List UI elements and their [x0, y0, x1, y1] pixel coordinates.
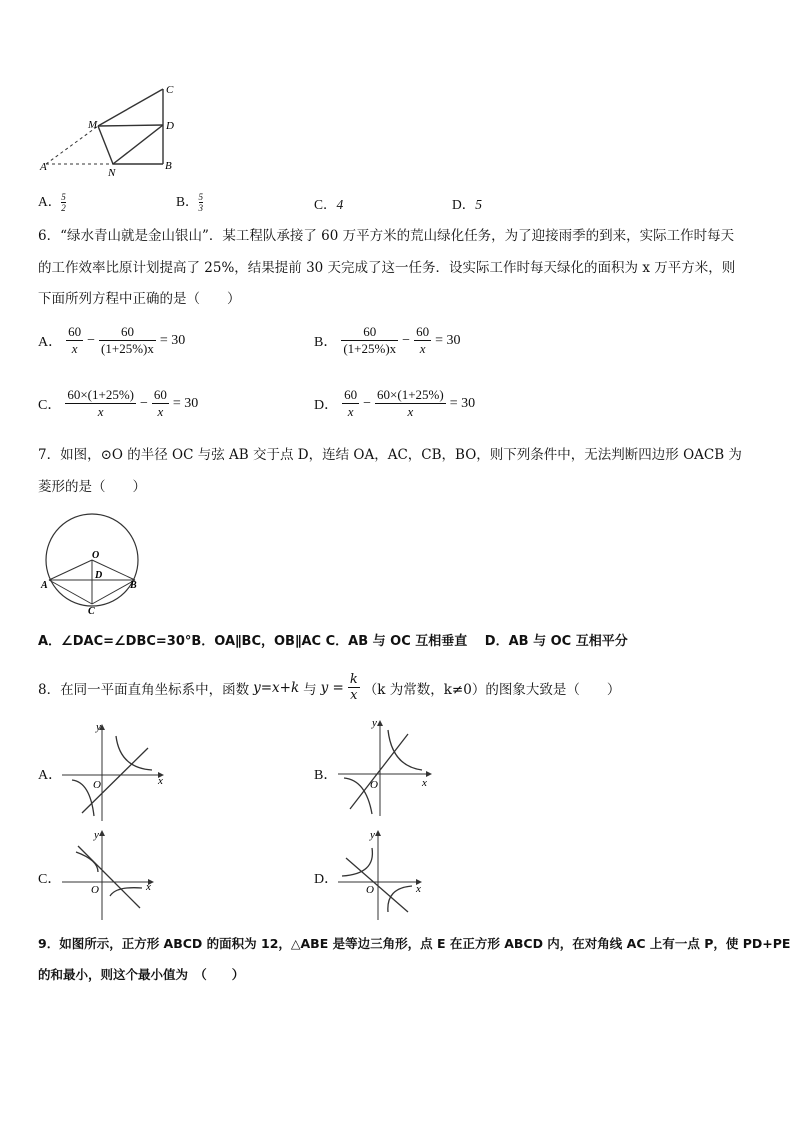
q6-b-frac-2: $\frac{60}{x}$ [416, 324, 430, 356]
label-a: A [41, 580, 48, 591]
q9-line-1: 9．如图所示，正方形 ABCD 的面积为 12，△ABE 是等边三角形，点 E 在正方形 ABCD 内，在对角线 AC 上有一点 P，使 PD+PE [38, 936, 791, 951]
q6-c-frac-2: $\frac{60}{x}$ [153, 387, 167, 419]
q5-a-fraction: $\frac{5}{2}$ [61, 192, 66, 214]
figure-mnbcd [38, 80, 188, 180]
q5-option-c[interactable]: C．4 [314, 197, 344, 212]
q6-option-c[interactable]: C． $\frac{60\times(1+25\%)}{x}$ − $\frac{60}{x}$ = 30 [38, 387, 199, 419]
label-m: M [88, 119, 98, 131]
q6-line-2: 的工作效率比原计划提高了 25%，结果提前 30 天完成了这一任务．设实际工作时每天绿化的面积为 x 万平方米，则 [38, 260, 736, 276]
q8-graph-b[interactable] [336, 714, 436, 819]
q8-k-over-x: $\frac{k}{x}$ [349, 672, 358, 703]
label-c: C [88, 606, 95, 617]
q8-option-b-label[interactable]: B． [314, 768, 338, 783]
q9-line-2: 的和最小，则这个最小值为 （ ） [38, 967, 245, 982]
q6-d-frac-1: $\frac{60}{x}$ [344, 387, 358, 419]
axis-x-label: x [422, 777, 427, 789]
axis-y-label: y [96, 721, 101, 733]
label-d: D [166, 120, 174, 132]
q6-b-frac-1: $\frac{60}{(1+25\%)x}$ [343, 324, 397, 356]
q6-c-frac-1: $\frac{60\times(1+25\%)}{x}$ [67, 387, 134, 419]
q7-line-2: 菱形的是（ ） [38, 479, 146, 495]
label-o: O [92, 550, 100, 561]
q8-graph-c[interactable] [60, 826, 160, 922]
q6-a-frac-1: $\frac{60}{x}$ [68, 324, 82, 356]
origin-label: O [93, 779, 101, 791]
q7-line-1: 7．如图，⊙O 的半径 OC 与弦 AB 交于点 D，连结 OA，AC，CB，BO，则下列条件中，无法判断四边形 OACB 为 [38, 447, 742, 463]
origin-label: O [370, 779, 378, 791]
origin-label: O [366, 884, 374, 896]
axis-y-label: y [94, 829, 99, 841]
q5-option-a[interactable]: A．$\frac{5}{2}$ [38, 192, 66, 214]
axis-x-label: x [158, 775, 163, 787]
label-b: B [130, 580, 137, 591]
label-b: B [165, 160, 172, 172]
axis-y-label: y [370, 829, 375, 841]
q6-line-1: 6．“绿水青山就是金山银山”．某工程队承接了 60 万平方米的荒山绿化任务，为了迎接雨季的到来，实际工作时每天 [38, 228, 735, 244]
q5-b-fraction: $\frac{5}{3}$ [198, 192, 204, 214]
q6-d-frac-2: $\frac{60\times(1+25\%)}{x}$ [377, 387, 444, 419]
q8-option-d-label[interactable]: D． [314, 872, 339, 887]
q6-option-b[interactable]: B． $\frac{60}{(1+25\%)x}$ − $\frac{60}{x}$ = 30 [314, 324, 461, 356]
label-d: D [95, 570, 103, 581]
q5-option-b[interactable]: B．$\frac{5}{3}$ [176, 192, 204, 214]
q6-line-3: 下面所列方程中正确的是（ ） [38, 291, 241, 307]
q8-stem: 8．在同一平面直角坐标系中，函数 y=x+k 与 y = $\frac{k}{x}$ （k 为常数，k≠0）的图象大致是（ ） [38, 672, 621, 703]
label-a: A [40, 161, 47, 173]
figure-circle-oacb [38, 510, 148, 620]
q6-option-d[interactable]: D． $\frac{60}{x}$ − $\frac{60\times(1+25\%)}{x}$ = 30 [314, 387, 476, 419]
origin-label: O [91, 884, 99, 896]
q8-option-c-label[interactable]: C． [38, 872, 62, 887]
q8-graph-a[interactable] [60, 718, 170, 823]
q7-options[interactable]: A．∠DAC=∠DBC=30°B．OA∥BC，OB∥AC C．AB 与 OC 互相垂直 D．AB 与 OC 互相平分 [38, 634, 628, 649]
axis-x-label: x [416, 883, 421, 895]
label-c: C [166, 84, 174, 96]
q8-option-a-label[interactable]: A． [38, 768, 63, 783]
q6-a-frac-2: $\frac{60}{(1+25\%)x}$ [101, 324, 154, 356]
axis-x-label: x [146, 881, 151, 893]
q6-option-a[interactable]: A． $\frac{60}{x}$ − $\frac{60}{(1+25\%)x}$ = 30 [38, 324, 186, 356]
q5-option-d[interactable]: D．5 [452, 197, 482, 212]
label-n: N [108, 167, 116, 179]
axis-y-label: y [372, 717, 377, 729]
q8-graph-d[interactable] [336, 826, 436, 922]
